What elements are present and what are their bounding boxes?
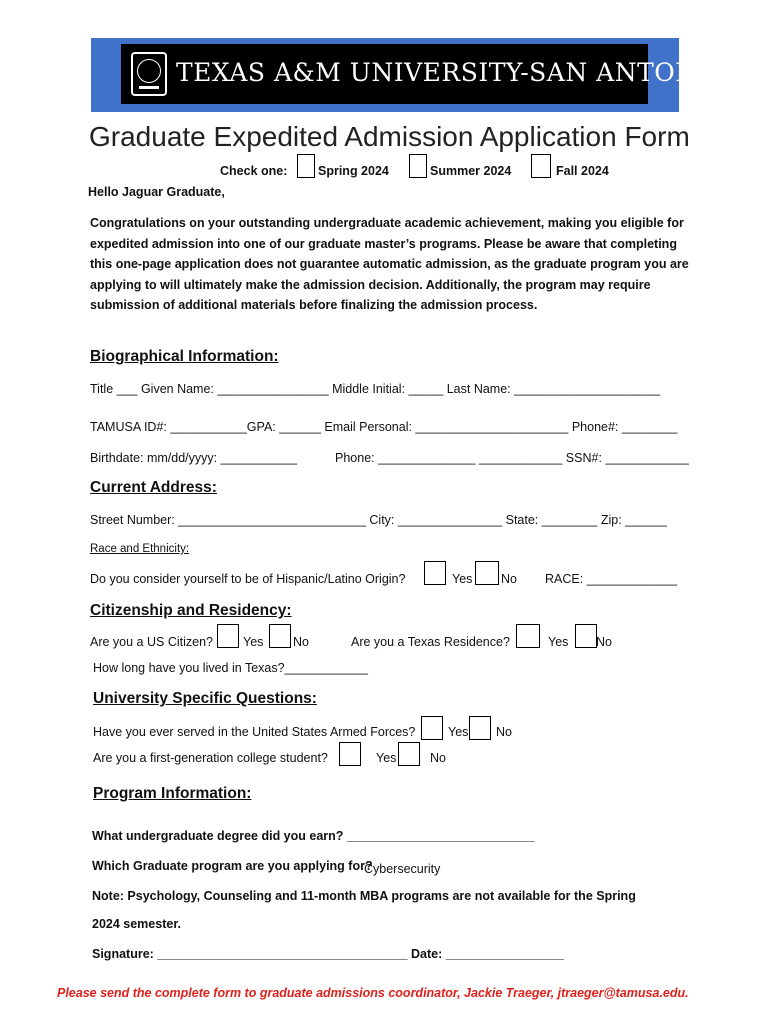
hispanic-yes-checkbox[interactable]: [424, 561, 446, 585]
first-gen-no-label: No: [430, 751, 446, 765]
note-line2: 2024 semester.: [92, 917, 181, 931]
hispanic-question: Do you consider yourself to be of Hispanic/Latino Origin?: [90, 572, 406, 586]
bio-line1: Title ___ Given Name: ________________ Middle Initial: _____ Last Name: _____________________: [90, 382, 661, 396]
texas-res-no-checkbox[interactable]: [575, 624, 597, 648]
summer-label: Summer 2024: [430, 164, 512, 178]
greeting: Hello Jaguar Graduate,: [88, 185, 225, 199]
hispanic-no-checkbox[interactable]: [475, 561, 499, 585]
bio-heading: Biographical Information:: [90, 348, 279, 365]
bio-line3-left: Birthdate: mm/dd/yyyy: ___________: [90, 451, 298, 465]
bio-line3-right: Phone: ______________ ____________ SSN#: ____________: [335, 451, 689, 465]
texas-res-yes-label: Yes: [548, 635, 569, 649]
first-gen-no-checkbox[interactable]: [398, 742, 420, 766]
intro-paragraph: Congratulations on your outstanding undergraduate academic achievement, making you eligible for expedited admission into one of our graduate master’s programs. Please be aware that completing this one-page application does not guarantee automatic admission, as the graduate program you are applying to will ultimately make the admission decision. Additionally, the program may require submission of additional materials before finalizing the admission process.: [90, 216, 689, 312]
us-citizen-no-checkbox[interactable]: [269, 624, 291, 648]
race-field: RACE: _____________: [545, 572, 678, 586]
grad-program-field[interactable]: Cybersecurity: [364, 862, 441, 876]
grad-program-label: Which Graduate program are you applying for?: [92, 859, 373, 873]
spring-label: Spring 2024: [318, 164, 389, 178]
program-heading: Program Information:: [93, 785, 252, 802]
us-citizen-no-label: No: [293, 635, 309, 649]
race-heading: Race and Ethnicity:: [90, 543, 190, 555]
first-gen-yes-checkbox[interactable]: [339, 742, 361, 766]
armed-forces-yes-checkbox[interactable]: [421, 716, 443, 740]
texas-res-no-label: No: [596, 635, 612, 649]
form-title: Graduate Expedited Admission Application Form: [89, 121, 690, 152]
armed-forces-question: Have you ever served in the United States Armed Forces?: [93, 725, 416, 739]
armed-forces-no-label: No: [496, 725, 512, 739]
first-gen-yes-label: Yes: [376, 751, 397, 765]
citizenship-heading: Citizenship and Residency:: [90, 602, 292, 619]
how-long-texas: How long have you lived in Texas?____________: [93, 661, 368, 675]
spring-checkbox[interactable]: [297, 154, 315, 178]
header-banner: [91, 38, 729, 112]
first-gen-question: Are you a first-generation college student?: [93, 751, 328, 765]
check-one-label: Check one:: [220, 164, 288, 178]
us-citizen-yes-checkbox[interactable]: [217, 624, 239, 648]
fall-checkbox[interactable]: [531, 154, 551, 178]
texas-residence-question: Are you a Texas Residence?: [351, 635, 510, 649]
logo-bar: [121, 44, 729, 104]
note-line1: Note: Psychology, Counseling and 11-month MBA programs are not available for the Spring: [92, 889, 636, 903]
fall-label: Fall 2024: [556, 164, 609, 178]
texas-res-yes-checkbox[interactable]: [516, 624, 540, 648]
university-seal-icon: [131, 52, 167, 96]
address-heading: Current Address:: [90, 479, 217, 496]
us-citizen-yes-label: Yes: [243, 635, 264, 649]
degree-question: What undergraduate degree did you earn? ___________________________: [92, 829, 535, 843]
armed-forces-no-checkbox[interactable]: [469, 716, 491, 740]
university-heading: University Specific Questions:: [93, 690, 317, 707]
hispanic-yes-label: Yes: [452, 572, 473, 586]
footer-note: Please send the complete form to graduate admissions coordinator, Jackie Traeger, jtraeger@tamusa.edu.: [57, 986, 689, 1000]
hispanic-no-label: No: [501, 572, 517, 586]
bio-line2: TAMUSA ID#: ___________GPA: ______ Email Personal: ______________________ Phone#: ________: [90, 420, 678, 434]
us-citizen-question: Are you a US Citizen?: [90, 635, 213, 649]
armed-forces-yes-label: Yes: [448, 725, 469, 739]
signature-line: Signature: ____________________________________ Date: _________________: [92, 947, 564, 961]
university-name: TEXAS A&M UNIVERSITY-SAN ANTONIO: [176, 58, 729, 87]
address-line: Street Number: ___________________________ City: _______________ State: ________ Zip: ______: [90, 513, 667, 527]
summer-checkbox[interactable]: [409, 154, 427, 178]
